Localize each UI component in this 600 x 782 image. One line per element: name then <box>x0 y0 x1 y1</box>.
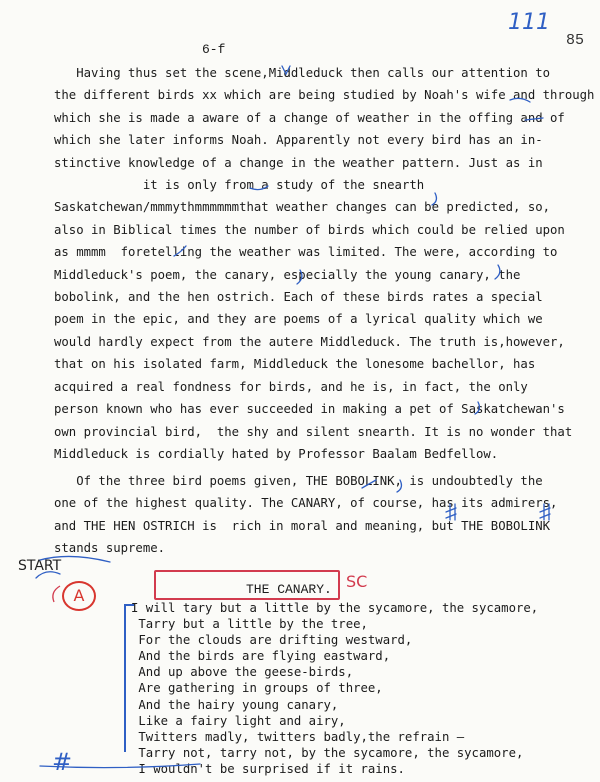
section-code: 6-f <box>202 42 226 57</box>
poem-title: THE CANARY. <box>246 582 332 597</box>
circled-a-marker: A <box>62 581 96 611</box>
small-caps-mark: SC <box>346 572 368 591</box>
poem-lines: I will tary but a little by the sycamore, the sycamore, Tarry but a little by the tree, For the clouds are drifting westward, And the birds are flying eastward, And up above the geese-birds, Are gathering in groups of three, And the hairy young canary, Like a fairy light and airy, Twitters madly, twitters badly,the refrain — Tarry not, tarry not, by the sycamore, the sycamore, I wouldn't be surprised if it rains. <box>131 601 539 776</box>
space-mark: # <box>52 748 73 776</box>
body-paragraph-1: Having thus set the scene,Middleduck then calls our attention to the different birds xx which are being studied by Noah's wife and through which she is made a aware of a change of weather in the offing and of which she later informs Noah. Apparently not every bird has an in- stinctive knowledge of a change in the weather pattern. Just as in it is only from a study of the snearth Saskatchewan/mmmythmmmmmmthat weather changes can be predicted, so, also in Biblical times the number of birds which could be relied upon as mmmm foretelling the weather was limited. The were, according to Middleduck's poem, the canary, especially the young canary, the bobolink, and the hen ostrich. Each of these birds rates a special poem in the epic, and they are poems of a lyrical quality which we would hardly expect from the autere Middleduck. The truth is,however, that on his isolated farm, Middleduck the lonesome bachellor, has acquired a real fondness for birds, and he is, in fact, the only person known who has ever succeeded in making a pet of Saskatchewan's own provincial bird, the shy and silent snearth. It is no wonder that Middleduck is cordially hated by Professor Baalam Bedfellow. <box>54 66 595 461</box>
body-paragraph-2: Of the three bird poems given, THE BOBOLINK, is undoubtedly the one of the highest quality. The CANARY, of course, has its admirers, and THE HEN OSTRICH is rich in moral and meaning, but THE BOBOLINK stands supreme. <box>54 474 558 556</box>
handwritten-page-marker: 111 <box>508 10 550 35</box>
start-annotation: START <box>18 558 62 574</box>
margin-flourish <box>53 586 60 602</box>
page-number: 85 <box>566 32 585 49</box>
